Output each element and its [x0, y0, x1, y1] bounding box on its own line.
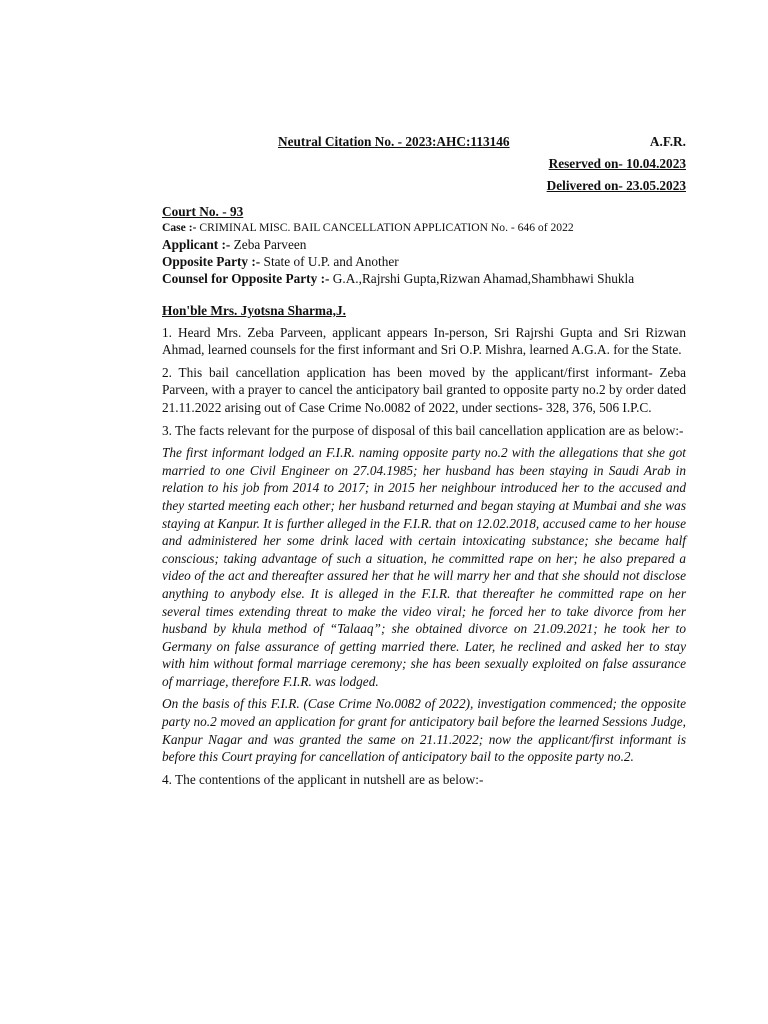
applicant-label: Applicant :- [162, 237, 231, 252]
paragraph-2: 2. This bail cancellation application has been moved by the applicant/first informant- Zeba Parveen, with a prayer to cancel the anticipatory bail granted to opposite party no.2 by order dated 21.11.2022 arising out of Case Crime No.0082 of 2022, under sections- 328, 376, 506 I.P.C. [162, 364, 686, 415]
reserved-line [162, 152, 686, 174]
paragraph-1: 1. Heard Mrs. Zeba Parveen, applicant appears In-person, Sri Rajrshi Gupta and Sri Rizwan Ahmad, learned counsels for the first informant and Sri O.P. Mishra, learned A.G.A. for the State. [162, 324, 686, 358]
counsel-value: G.A.,Rajrshi Gupta,Rizwan Ahamad,Shambhawi Shukla [329, 271, 635, 287]
citation-line [162, 130, 686, 152]
case-label: Case :- [162, 221, 197, 234]
opposite-party-value: State of U.P. and Another [260, 254, 399, 270]
counsel-label: Counsel for Opposite Party :- [162, 271, 330, 287]
applicant-line [162, 236, 686, 253]
counsel-line [162, 270, 686, 287]
investigation-paragraph: On the basis of this F.I.R. (Case Crime No.0082 of 2022), investigation commenced; the opposite party no.2 moved an application for grant for anticipatory bail before the learned Sessions Judge, Kanpur Nagar and was granted the same on 21.11.2022; now the applicant/first informant is before this Court praying for cancellation of anticipatory bail to the opposite party no.2. [162, 696, 686, 765]
delivered-date: Delivered on- 23.05.2023 [546, 178, 686, 193]
judgment-page [162, 130, 686, 793]
case-line [162, 220, 686, 236]
judge-name: Hon'ble Mrs. Jyotsna Sharma,J. [162, 302, 346, 318]
court-number: Court No. - 93 [162, 204, 244, 219]
delivered-line [162, 174, 686, 196]
reserved-date: Reserved on- 10.04.2023 [548, 156, 686, 171]
case-value: CRIMINAL MISC. BAIL CANCELLATION APPLICATION No. - 646 of 2022 [196, 221, 574, 234]
paragraph-4: 4. The contentions of the applicant in nutshell are as below:- [162, 771, 484, 787]
fir-allegations-paragraph: The first informant lodged an F.I.R. naming opposite party no.2 with the allegations that she got married to one Civil Engineer on 27.04.1985; her husband has been staying in Saudi Arab in relation to his job from 2014 to 2017; in 2015 her neighbour introduced her to the accused and they started meeting each other; her husband returned and began staying at Mumbai and she was staying at Kanpur. It is further alleged in the F.I.R. that on 12.02.2018, accused came to her house and administered her some drink laced with certain intoxicating substance; she became half conscious; taking advantage of such a situation, he committed rape on her; he also prepared a video of the act and thereafter assured her that he will marry her and that she should not disclose anything to anybody else. It is alleged in the F.I.R. that thereafter he committed rape on her several times extending threat to make the video viral; he forced her to take divorce from her husband by khula method of “Talaaq”; she obtained divorce on 21.09.2021; he took her to Germany on false assurance of getting married there. Later, he reclined and asked her to stay with him without formal marriage ceremony; she has been sexually exploited on false assurance of marriage, therefore F.I.R. was lodged. [162, 445, 686, 689]
afr-mark: A.F.R. [649, 134, 686, 149]
applicant-value: Zeba Parveen [230, 237, 307, 252]
opposite-party-label: Opposite Party :- [162, 254, 261, 270]
neutral-citation: Neutral Citation No. - 2023:AHC:113146 [278, 134, 510, 149]
opposite-party-line [162, 253, 686, 270]
paragraph-3: 3. The facts relevant for the purpose of disposal of this bail cancellation application are as below:- [162, 422, 684, 438]
